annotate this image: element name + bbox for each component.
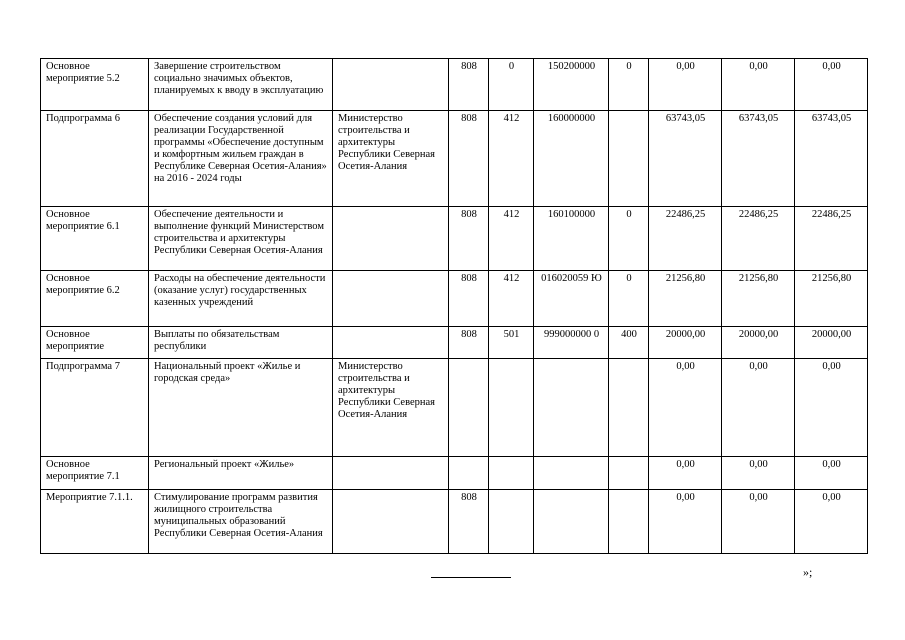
grbs-cell xyxy=(449,457,489,490)
row-title-cell: Обеспечение деятельности и выполнение функций Министерством строительства и архитектуры Республики Северная Осетия-Алания xyxy=(149,207,333,271)
footnote-rule xyxy=(431,577,511,578)
vr-cell xyxy=(609,457,649,490)
row-executor-cell xyxy=(333,207,449,271)
row-title-cell: Национальный проект «Жилье и городская среда» xyxy=(149,359,333,457)
value-1-cell: 0,00 xyxy=(649,490,722,554)
value-1-cell: 63743,05 xyxy=(649,111,722,207)
value-1-cell: 22486,25 xyxy=(649,207,722,271)
row-title-cell: Расходы на обеспечение деятельности (оказание услуг) государственных казенных учреждений xyxy=(149,271,333,327)
grbs-cell: 808 xyxy=(449,207,489,271)
csr-cell xyxy=(534,359,609,457)
rzpr-cell: 412 xyxy=(489,111,534,207)
value-2-cell: 20000,00 xyxy=(722,327,795,359)
table-row xyxy=(41,111,868,207)
row-type-cell: Основное мероприятие 5.2 xyxy=(41,59,149,111)
row-type-cell: Подпрограмма 6 xyxy=(41,111,149,207)
value-3-cell: 0,00 xyxy=(795,490,868,554)
value-3-cell: 0,00 xyxy=(795,457,868,490)
value-2-cell: 21256,80 xyxy=(722,271,795,327)
table-row xyxy=(41,490,868,554)
table-row xyxy=(41,457,868,490)
value-1-cell: 21256,80 xyxy=(649,271,722,327)
table-row xyxy=(41,359,868,457)
closing-quote-mark: »; xyxy=(803,565,813,579)
value-2-cell: 0,00 xyxy=(722,457,795,490)
csr-cell: 150200000 xyxy=(534,59,609,111)
row-executor-cell xyxy=(333,327,449,359)
csr-cell: 016020059 Ю xyxy=(534,271,609,327)
row-executor-cell: Министерство строительства и архитектуры Республики Северная Осетия-Алания xyxy=(333,359,449,457)
csr-cell: 999000000 0 xyxy=(534,327,609,359)
grbs-cell: 808 xyxy=(449,271,489,327)
table-row xyxy=(41,59,868,111)
rzpr-cell: 412 xyxy=(489,207,534,271)
rzpr-cell xyxy=(489,359,534,457)
vr-cell: 0 xyxy=(609,271,649,327)
row-executor-cell xyxy=(333,457,449,490)
row-type-cell: Основное мероприятие 6.2 xyxy=(41,271,149,327)
row-title-cell: Региональный проект «Жилье» xyxy=(149,457,333,490)
vr-cell: 0 xyxy=(609,59,649,111)
value-3-cell: 22486,25 xyxy=(795,207,868,271)
row-type-cell: Основное мероприятие 7.1 xyxy=(41,457,149,490)
row-executor-cell xyxy=(333,59,449,111)
rzpr-cell: 412 xyxy=(489,271,534,327)
row-title-cell: Выплаты по обязательствам республики xyxy=(149,327,333,359)
rzpr-cell: 501 xyxy=(489,327,534,359)
budget-table xyxy=(40,58,868,554)
row-type-cell: Подпрограмма 7 xyxy=(41,359,149,457)
row-executor-cell: Министерство строительства и архитектуры Республики Северная Осетия-Алания xyxy=(333,111,449,207)
csr-cell: 160000000 xyxy=(534,111,609,207)
value-2-cell: 0,00 xyxy=(722,359,795,457)
value-1-cell: 20000,00 xyxy=(649,327,722,359)
row-title-cell: Стимулирование программ развития жилищного строительства муниципальных образований Республики Северная Осетия-Алания xyxy=(149,490,333,554)
row-executor-cell xyxy=(333,271,449,327)
row-executor-cell xyxy=(333,490,449,554)
table-row xyxy=(41,327,868,359)
csr-cell xyxy=(534,490,609,554)
value-1-cell: 0,00 xyxy=(649,457,722,490)
rzpr-cell: 0 xyxy=(489,59,534,111)
vr-cell xyxy=(609,359,649,457)
row-type-cell: Основное мероприятие xyxy=(41,327,149,359)
value-3-cell: 21256,80 xyxy=(795,271,868,327)
row-title-cell: Завершение строительством социально значимых объектов, планируемых к вводу в эксплуатацию xyxy=(149,59,333,111)
vr-cell: 0 xyxy=(609,207,649,271)
row-title-cell: Обеспечение создания условий для реализации Государственной программы «Обеспечение доступным и комфортным жильем граждан в Республике Северная Осетия-Алания» на 2016 - 2024 годы xyxy=(149,111,333,207)
grbs-cell: 808 xyxy=(449,490,489,554)
vr-cell xyxy=(609,490,649,554)
rzpr-cell xyxy=(489,457,534,490)
table-body xyxy=(41,59,868,554)
value-2-cell: 0,00 xyxy=(722,59,795,111)
vr-cell: 400 xyxy=(609,327,649,359)
table-row xyxy=(41,207,868,271)
table-row xyxy=(41,271,868,327)
row-type-cell: Мероприятие 7.1.1. xyxy=(41,490,149,554)
value-1-cell: 0,00 xyxy=(649,359,722,457)
csr-cell: 160100000 xyxy=(534,207,609,271)
value-3-cell: 63743,05 xyxy=(795,111,868,207)
row-type-cell: Основное мероприятие 6.1 xyxy=(41,207,149,271)
value-3-cell: 0,00 xyxy=(795,59,868,111)
value-2-cell: 22486,25 xyxy=(722,207,795,271)
value-2-cell: 63743,05 xyxy=(722,111,795,207)
grbs-cell xyxy=(449,359,489,457)
value-3-cell: 0,00 xyxy=(795,359,868,457)
value-2-cell: 0,00 xyxy=(722,490,795,554)
vr-cell xyxy=(609,111,649,207)
value-3-cell: 20000,00 xyxy=(795,327,868,359)
csr-cell xyxy=(534,457,609,490)
grbs-cell: 808 xyxy=(449,111,489,207)
grbs-cell: 808 xyxy=(449,327,489,359)
value-1-cell: 0,00 xyxy=(649,59,722,111)
rzpr-cell xyxy=(489,490,534,554)
grbs-cell: 808 xyxy=(449,59,489,111)
